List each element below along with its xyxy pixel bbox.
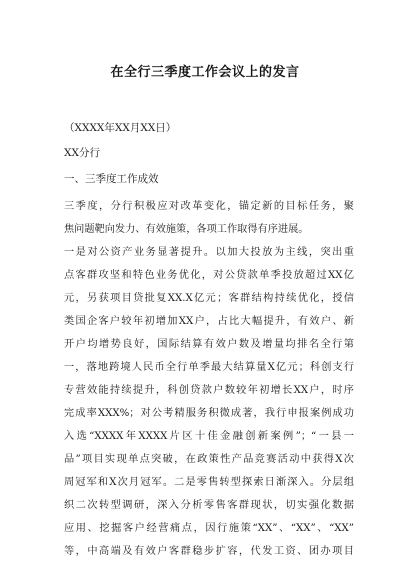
body-line: 开户均增势良好，国际结算有效户数及增量均排名全行第: [64, 339, 354, 350]
body-line: 等，中高端及有效户客群稳步扩容，代发工资、团办项目: [64, 546, 354, 557]
section-heading: 一、三季度工作成效: [64, 173, 159, 185]
body-line: 类国企客户较年初增加XX户，占比大幅提升，有效户、新: [64, 316, 354, 327]
body-line: 焦问题靶向发力、有效施策，各项工作取得有序进展。: [64, 224, 309, 235]
body-line: 一是对公资产业务显著提升。以加大投放为主线，突出重: [64, 247, 354, 258]
body-line: 点客群攻坚和特色业务优化，对公贷款单季投放超过XX亿: [64, 270, 354, 281]
body-line: 三季度，分行积极应对改革变化，锚定新的目标任务，聚: [64, 201, 354, 212]
body-line: 周冠军和X次月冠军。二是零售转型探索日渐深入。分层组: [64, 477, 354, 488]
body-line: 元，另获项目贷批复XX.X亿元；客群结构持续优化，授信: [64, 293, 354, 304]
document-title: 在全行三季度工作会议上的发言: [110, 65, 300, 80]
document-org: XX分行: [64, 147, 100, 159]
body-line: 入选“XXXX年XXXX片区十佳金融创新案例”；“一县一: [64, 431, 354, 442]
body-line: 应用、挖掘客户经营痛点，因行施策“XX”、“XX”、“XX”: [64, 523, 354, 534]
body-line: 专营效能持续提升，科创贷款户数较年初增长XX户，时序: [64, 385, 354, 396]
body-line: 完成率XXX%；对公考精服务积微成著，我行申报案例成功: [64, 408, 354, 419]
body-line: 品”项目实现单点突破，在政策性产品竞赛活动中获得X次: [64, 454, 354, 465]
body-line: 一，落地跨境人民币全行单季最大结算量X亿元；科创支行: [64, 362, 354, 373]
document-date: （XXXX年XX月XX日）: [64, 122, 177, 134]
body-line: 织二次转型调研，深入分析零售客群现状，切实强化数据: [64, 500, 354, 511]
